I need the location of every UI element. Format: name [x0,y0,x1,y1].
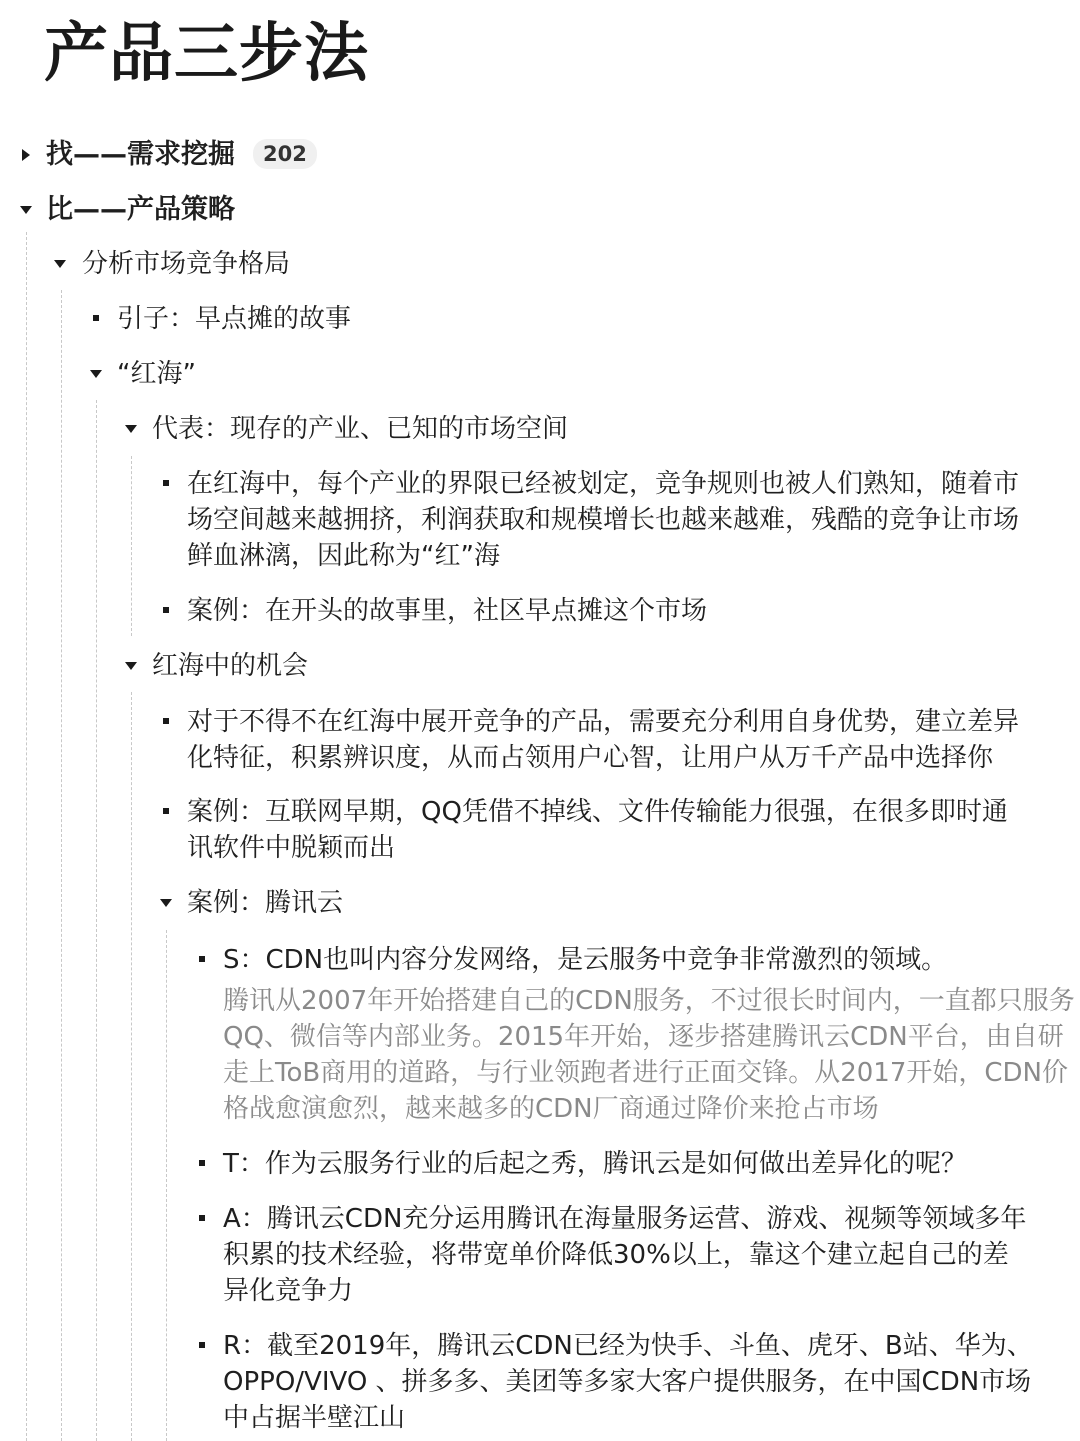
text-line: 案例：互联网早期，QQ凭借不掉线、文件传输能力很强，在很多即时通 [187,797,1008,827]
expanded-toggle-icon[interactable] [54,260,66,268]
bullet-icon [163,480,169,486]
text-line: 积累的技术经验，将带宽单价降低30%以上，靠这个建立起自己的差 [223,1240,1009,1270]
note-line: 走上ToB商用的道路，与行业领跑者进行正面交锋。从2017开始，CDN价 [223,1058,1069,1088]
outline-item-compare[interactable]: 比——产品策略 [46,194,235,225]
guide-line [26,232,27,1441]
bullet-icon [163,808,169,814]
outline-item-s-note [223,983,1075,1127]
outline-item-analysis[interactable]: 分析市场竞争格局 [82,249,291,279]
outline-item-redsea[interactable]: “红海” [117,359,196,389]
text-line: 在红海中，每个产业的界限已经被划定，竞争规则也被人们熟知，随着市 [187,469,1020,499]
note-line: 格战愈演愈烈，越来越多的CDN厂商通过降价来抢占市场 [223,1094,879,1124]
outline-item-label: 找——需求挖掘 [46,139,235,170]
expanded-toggle-icon[interactable] [125,662,137,670]
bullet-icon [199,1215,205,1221]
bullet-icon [199,1160,205,1166]
note-line: QQ、微信等内部业务。2015年开始，逐步搭建腾讯云CDN平台，由自研 [223,1022,1064,1052]
outline-item-r[interactable] [223,1328,1033,1436]
page-title: 产品三步法 [44,17,369,91]
collapsed-toggle-icon[interactable] [22,149,30,161]
guide-line [131,456,132,636]
outline-item-rep-case[interactable]: 案例：在开头的故事里，社区早点摊这个市场 [187,596,708,626]
outline-item-t[interactable]: T：作为云服务行业的后起之秀，腾讯云是如何做出差异化的呢？ [223,1149,967,1179]
outline-item-a[interactable] [223,1201,1026,1309]
outline-item-case-tencent-cloud[interactable]: 案例：腾讯云 [187,888,344,918]
outline-item-intro[interactable]: 引子：早点摊的故事 [117,304,352,334]
outline-item-case-qq[interactable] [187,794,1008,866]
text-line: 对于不得不在红海中展开竞争的产品，需要充分利用自身优势，建立差异 [187,707,1020,737]
outline-item-opportunity[interactable]: 红海中的机会 [152,651,309,681]
bullet-icon [199,956,205,962]
guide-line [166,930,167,1441]
outline-item-redsea-desc[interactable] [187,466,1019,574]
bullet-icon [199,1342,205,1348]
text-line: 中占据半壁江山 [223,1403,406,1433]
bullet-icon [163,718,169,724]
outline-item-representative[interactable]: 代表：现存的产业、已知的市场空间 [152,414,569,444]
bullet-icon [93,315,99,321]
expanded-toggle-icon[interactable] [160,899,172,907]
expanded-toggle-icon[interactable] [20,206,32,214]
expanded-toggle-icon[interactable] [125,425,137,433]
text-line: 异化竞争力 [223,1276,354,1306]
text-line: 鲜血淋漓，因此称为“红”海 [187,541,500,571]
note-line: 腾讯从2007年开始搭建自己的CDN服务，不过很长时间内，一直都只服务 [223,986,1075,1016]
expanded-toggle-icon[interactable] [90,370,102,378]
outline-item-find[interactable] [46,137,317,173]
outline-item-s[interactable]: S：CDN也叫内容分发网络，是云服务中竞争非常激烈的领域。 [223,945,948,975]
text-line: 场空间越来越拥挤，利润获取和规模增长也越来越难，残酷的竞争让市场 [187,505,1020,535]
bullet-icon [163,607,169,613]
guide-line [131,692,132,1441]
guide-line [61,290,62,1441]
text-line: R：截至2019年，腾讯云CDN已经为快手、斗鱼、虎牙、B站、华为、 [223,1331,1033,1361]
text-line: A：腾讯云CDN充分运用腾讯在海量服务运营、游戏、视频等领域多年 [223,1204,1027,1234]
text-line: 化特征，积累辨识度，从而占领用户心智，让用户从万千产品中选择你 [187,743,994,773]
outline-item-opp-desc[interactable] [187,704,1019,776]
guide-line [96,400,97,1441]
text-line: 讯软件中脱颖而出 [187,833,396,863]
text-line: OPPO/VIVO 、拼多多、美团等多家大客户提供服务，在中国CDN市场 [223,1367,1032,1397]
child-count-badge: 202 [253,139,317,169]
